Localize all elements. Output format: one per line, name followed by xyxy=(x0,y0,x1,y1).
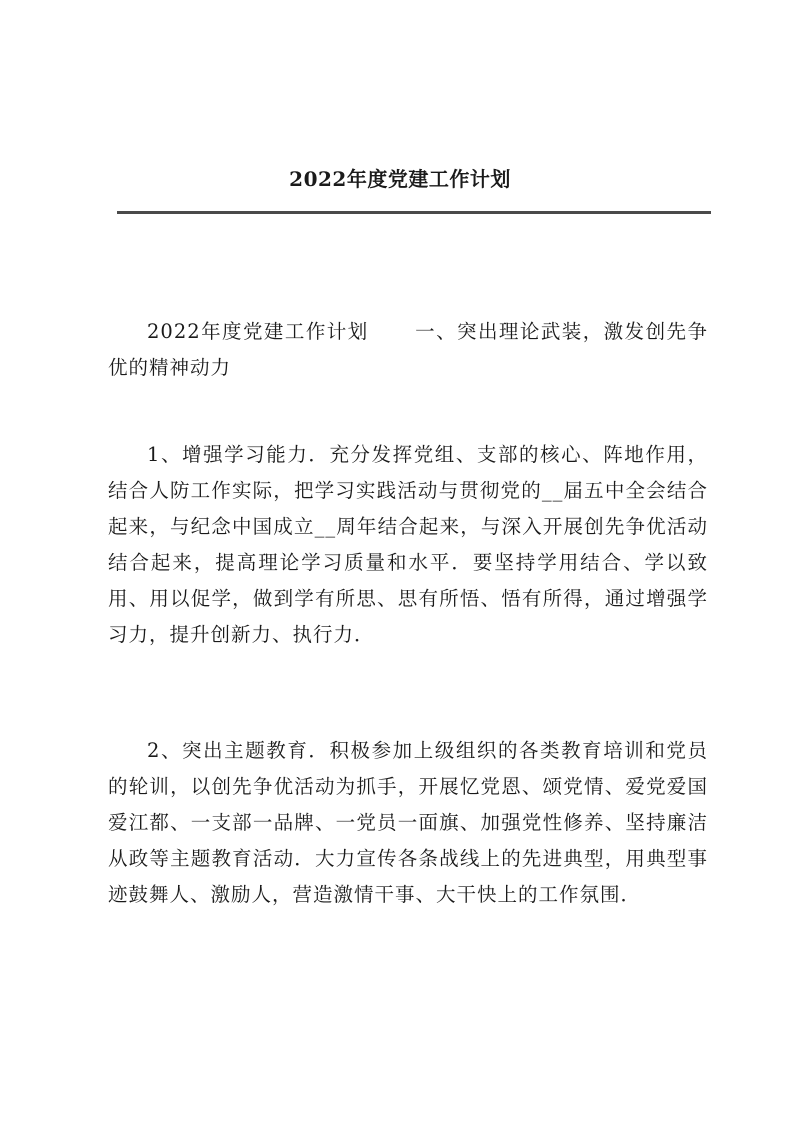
section-heading-text: 一、突出理论武装，激发创先争优的精神动力 xyxy=(108,320,708,379)
intro-paragraph xyxy=(108,314,708,386)
title-divider xyxy=(117,211,711,214)
paragraph-learning-ability: 1、增强学习能力．充分发挥党组、支部的核心、阵地作用，结合人防工作实际，把学习实践活动与贯彻党的__届五中全会结合起来，与纪念中国成立__周年结合起来，与深入开展创先争优活动结合起来，提高理论学习质量和水平．要坚持学用结合、学以致用、用以促学，做到学有所思、思有所悟、悟有所得，通过增强学习力，提升创新力、执行力． xyxy=(108,443,708,646)
intro-lead-text: 2022年度党建工作计划 xyxy=(147,320,369,343)
document-title: 2022年度党建工作计划 xyxy=(289,167,511,191)
paragraph-theme-education: 2、突出主题教育．积极参加上级组织的各类教育培训和党员的轮训，以创先争优活动为抓手，开展忆党恩、颂党情、爱党爱国爱江都、一支部一品牌、一党员一面旗、加强党性修养、坚持廉洁从政等主题教育活动．大力宣传各条战线上的先进典型，用典型事迹鼓舞人、激励人，营造激情干事、大干快上的工作氛围． xyxy=(108,739,708,906)
